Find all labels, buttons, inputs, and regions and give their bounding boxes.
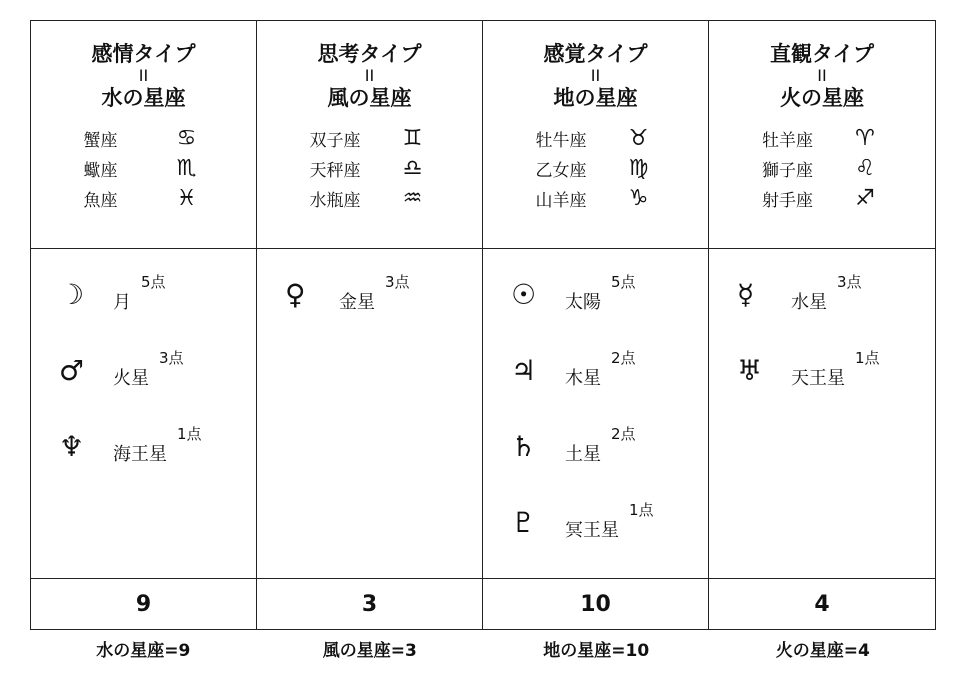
planet-icon: ☉: [511, 278, 537, 311]
planet-icon: ♀: [285, 278, 306, 311]
type-title: 直観タイプ: [770, 42, 874, 66]
header-cell: [709, 21, 935, 249]
planet-row: [511, 501, 708, 569]
planet-points: 3点: [385, 273, 410, 291]
planet-icon: ♃: [511, 354, 537, 387]
planet-icon: ♆: [59, 430, 85, 463]
planet-points: 1点: [855, 349, 880, 367]
sign-row: [310, 183, 430, 213]
planet-points: 2点: [611, 349, 636, 367]
planet-row: [737, 349, 935, 417]
sign-name: 双子座: [309, 130, 361, 151]
sign-list: [762, 123, 882, 213]
zodiac-icon: ♌: [855, 155, 875, 181]
sign-row: [762, 153, 882, 183]
element-title: 地の星座: [553, 86, 638, 110]
total-cell: 10: [483, 579, 709, 629]
planet-icon: ♇: [511, 506, 537, 539]
planet-cell: [31, 249, 257, 579]
sign-name: 蟹座: [83, 130, 118, 151]
planet-name: 海王星: [113, 444, 167, 465]
planet-cell: [709, 249, 935, 579]
planet-points: 3点: [837, 273, 862, 291]
zodiac-icon: ♎: [402, 155, 423, 181]
sign-row: [310, 123, 430, 153]
sign-list: [310, 123, 430, 213]
type-title: 思考タイプ: [317, 42, 422, 66]
sign-name: 水瓶座: [309, 190, 361, 211]
header-cell: [483, 21, 709, 249]
caption: 火の星座=4: [775, 641, 870, 661]
sign-row: [84, 153, 204, 183]
sign-name: 蠍座: [83, 160, 118, 181]
caption: 地の星座=10: [543, 641, 650, 661]
sign-row: [310, 153, 430, 183]
planet-points: 1点: [177, 425, 202, 443]
planet-row: [59, 349, 256, 417]
planet-icon: ♅: [737, 354, 763, 387]
header-cell: [31, 21, 257, 249]
element-title: 風の星座: [327, 86, 412, 110]
sign-name: 獅子座: [762, 160, 813, 181]
type-title: 感情タイプ: [91, 42, 196, 66]
element-table: [30, 20, 936, 630]
sign-name: 山羊座: [535, 190, 587, 211]
sign-name: 天秤座: [309, 160, 361, 181]
sign-row: [536, 123, 656, 153]
sign-row: [762, 183, 882, 213]
sign-list: [536, 123, 656, 213]
sign-name: 牡牛座: [535, 130, 587, 151]
planet-points: 5点: [141, 273, 166, 291]
total-cell: 4: [814, 591, 830, 617]
sign-name: 射手座: [762, 190, 813, 211]
sign-row: [536, 183, 656, 213]
header-cell: [257, 21, 483, 249]
sign-row: [84, 123, 204, 153]
planet-row: [59, 425, 256, 493]
equals-mark: II: [364, 66, 375, 85]
planet-name: 月: [113, 292, 131, 313]
planet-cell: [483, 249, 709, 579]
caption: 風の星座=3: [322, 641, 417, 661]
planet-row: [737, 273, 935, 341]
planet-points: 5点: [611, 273, 636, 291]
element-title: 水の星座: [101, 86, 186, 110]
planet-name: 木星: [565, 368, 601, 389]
element-title: 火の星座: [780, 86, 864, 110]
sign-name: 乙女座: [535, 160, 587, 181]
planet-cell: [257, 249, 483, 579]
zodiac-icon: ♋: [176, 125, 197, 151]
planet-name: 冥王星: [565, 520, 619, 541]
planet-icon: ☽: [59, 278, 85, 311]
sign-name: 魚座: [83, 190, 118, 211]
planet-row: [285, 273, 482, 341]
equals-mark: II: [817, 66, 827, 85]
total-cell: 3: [257, 579, 483, 629]
equals-mark: II: [590, 66, 601, 85]
planet-row: [511, 349, 708, 417]
sign-row: [84, 183, 204, 213]
zodiac-icon: ♏: [176, 155, 197, 181]
sign-list: [84, 123, 204, 213]
zodiac-icon: ♉: [628, 125, 649, 151]
planet-points: 3点: [159, 349, 184, 367]
planet-icon: ☿: [737, 278, 755, 311]
caption: 水の星座=9: [96, 641, 191, 661]
planet-row: [59, 273, 256, 341]
planet-icon: ♂: [59, 354, 85, 387]
element-captions: [30, 636, 936, 661]
planet-icon: ♄: [511, 430, 537, 463]
sign-name: 牡羊座: [762, 130, 813, 151]
planet-points: 2点: [611, 425, 636, 443]
zodiac-icon: ♑: [628, 185, 649, 211]
planet-row: [511, 425, 708, 493]
zodiac-icon: ♈: [855, 125, 875, 151]
zodiac-icon: ♊: [402, 125, 423, 151]
zodiac-icon: ♒: [402, 185, 423, 211]
total-cell: 9: [31, 579, 257, 629]
planet-name: 天王星: [791, 368, 845, 389]
planet-name: 土星: [565, 444, 601, 465]
sign-row: [536, 153, 656, 183]
planet-points: 1点: [629, 501, 654, 519]
zodiac-icon: ♐: [855, 185, 875, 211]
zodiac-icon: ♓: [176, 185, 197, 211]
sign-row: [762, 123, 882, 153]
planet-row: [511, 273, 708, 341]
planet-name: 金星: [339, 292, 375, 313]
equals-mark: II: [138, 66, 149, 85]
type-title: 感覚タイプ: [543, 42, 648, 66]
planet-name: 火星: [113, 368, 149, 389]
planet-name: 太陽: [565, 292, 601, 313]
zodiac-icon: ♍: [628, 155, 649, 181]
planet-name: 水星: [791, 292, 827, 313]
